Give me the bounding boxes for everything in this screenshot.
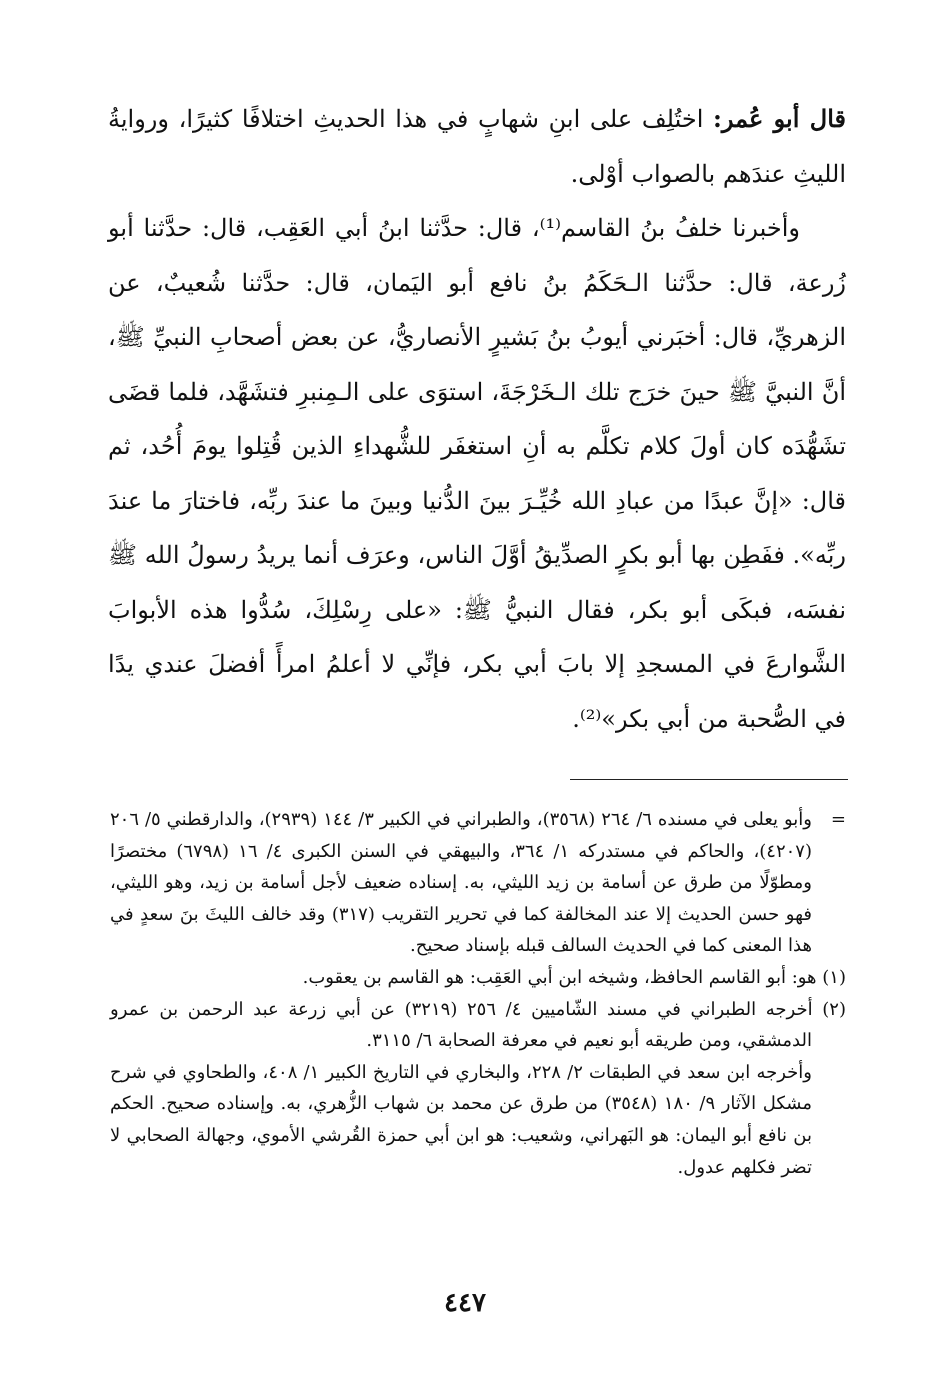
continuation-mark: = (830, 809, 846, 830)
footnotes (110, 804, 846, 1183)
footnote-separator (570, 779, 848, 780)
paragraph-1 (108, 92, 846, 201)
footnote-continuation (110, 804, 846, 962)
footnote-2-continued: وأخرجه ابن سعد في الطبقات ٢/ ٢٢٨، والبخاري في التاريخ الكبير ١/ ٤٠٨، والطحاوي في شرح مشكل الآثار ٩/ ١٨٠ (٣٥٤٨) من طرق عن محمد بن شهاب الزُّهري، به. وإسناده صحيح. الحكم بن نافع أبو اليمان: هو البَهراني، وشعيب: هو ابن أبي حمزة القُرشي الأموي، وجهالة الصحابي لا تضر فكلهم عدول. (110, 1061, 812, 1178)
paragraph-1-text: اختُلِف على ابنِ شهابٍ في هذا الحديثِ اختلافًا كثيرًا، وروايةُ الليثِ عندَهم بالصواب أوْلى. (108, 105, 846, 188)
paragraph-2: وأخبرنا خلفُ بنُ القاسم⁽¹⁾، قال: حدَّثنا ابنُ أبي العَقِب، قال: حدَّثنا أبو زُرعة، قال: حدَّثنا الـحَكَمُ بنُ نافع أبو اليَمان، قال: حدَّثنا شُعيبٌ، عن الزهريِّ، قال: أخبَرني أيوبُ بنُ بَشيرٍ الأنصاريُّ، عن بعض أصحابِ النبيِّ ﷺ، أنَّ النبيَّ ﷺ حينَ خرَج تلك الـخَرْجَةَ، استوَى على الـمِنبرِ فتشَهَّد، فلما قضَى تشَهُّدَه كان أولَ كلام تكلَّم به أنِ استغفَر للشُّهداءِ الذين قُتِلوا يومَ أُحُد، ثم قال: «إنَّ عبدًا من عبادِ الله خُيِّـرَ بينَ الدُّنيا وبينَ ما عندَ ربِّه، فاختارَ ما عندَ ربِّه». ففَطِن بها أبو بكرٍ الصدِّيقُ أوَّلَ الناس، وعرَف أنما يريدُ رسولُ الله ﷺ نفسَه، فبكَى أبو بكر، فقال النبيُّ ﷺ: «على رِسْلِكَ، سُدُّوا هذه الأبوابَ الشَّوارعَ في المسجدِ إلا بابَ أبي بكر، فإنِّي لا أعلمُ امرأً أفضلَ عندي يدًا في الصُّحبة من أبي بكر»⁽²⁾. (108, 214, 847, 733)
footnote-1: (١) هو: أبو القاسم الحافظ، وشيخه ابن أبي العَقِب: هو القاسم بن يعقوب. (302, 966, 846, 988)
footnote-continuation-text: وأبو يعلى في مسنده ٦/ ٢٦٤ (٣٥٦٨)، والطبراني في الكبير ٣/ ١٤٤ (٢٩٣٩)، والدارقطني ٥/ ٢٠٦ (٤٢٠٧)، والحاكم في مستدركه ١/ ٣٦٤، والبيهقي في السنن الكبرى ٤/ ١٦ (٦٧٩٨) مختصرًا ومطوّلًا من طرق عن أسامة بن زيد الليثي، به. إسناده ضعيف لأجل أسامة بن زيد، وهو الليثي، فهو حسن الحديث إلا عند المخالفة كما في تحرير التقريب (٣١٧) وقد خالف الليثَ بنَ سعدٍ في هذا المعنى كما في الحديث السالف قبله بإسناد صحيح. (110, 809, 812, 957)
page-number: ٤٤٧ (444, 1288, 486, 1318)
footnote-2: (٢) أخرجه الطبراني في مسند الشّاميين ٤/ ٢٥٦ (٣٢١٩) عن أبي زرعة عبد الرحمن بن عمرو الدمشقي، ومن طريقه أبو نعيم في معرفة الصحابة ٦/ ٣١١٥. (110, 998, 846, 1052)
main-text (108, 92, 846, 746)
speaker-label: قال أبو عُمر: (713, 104, 846, 133)
